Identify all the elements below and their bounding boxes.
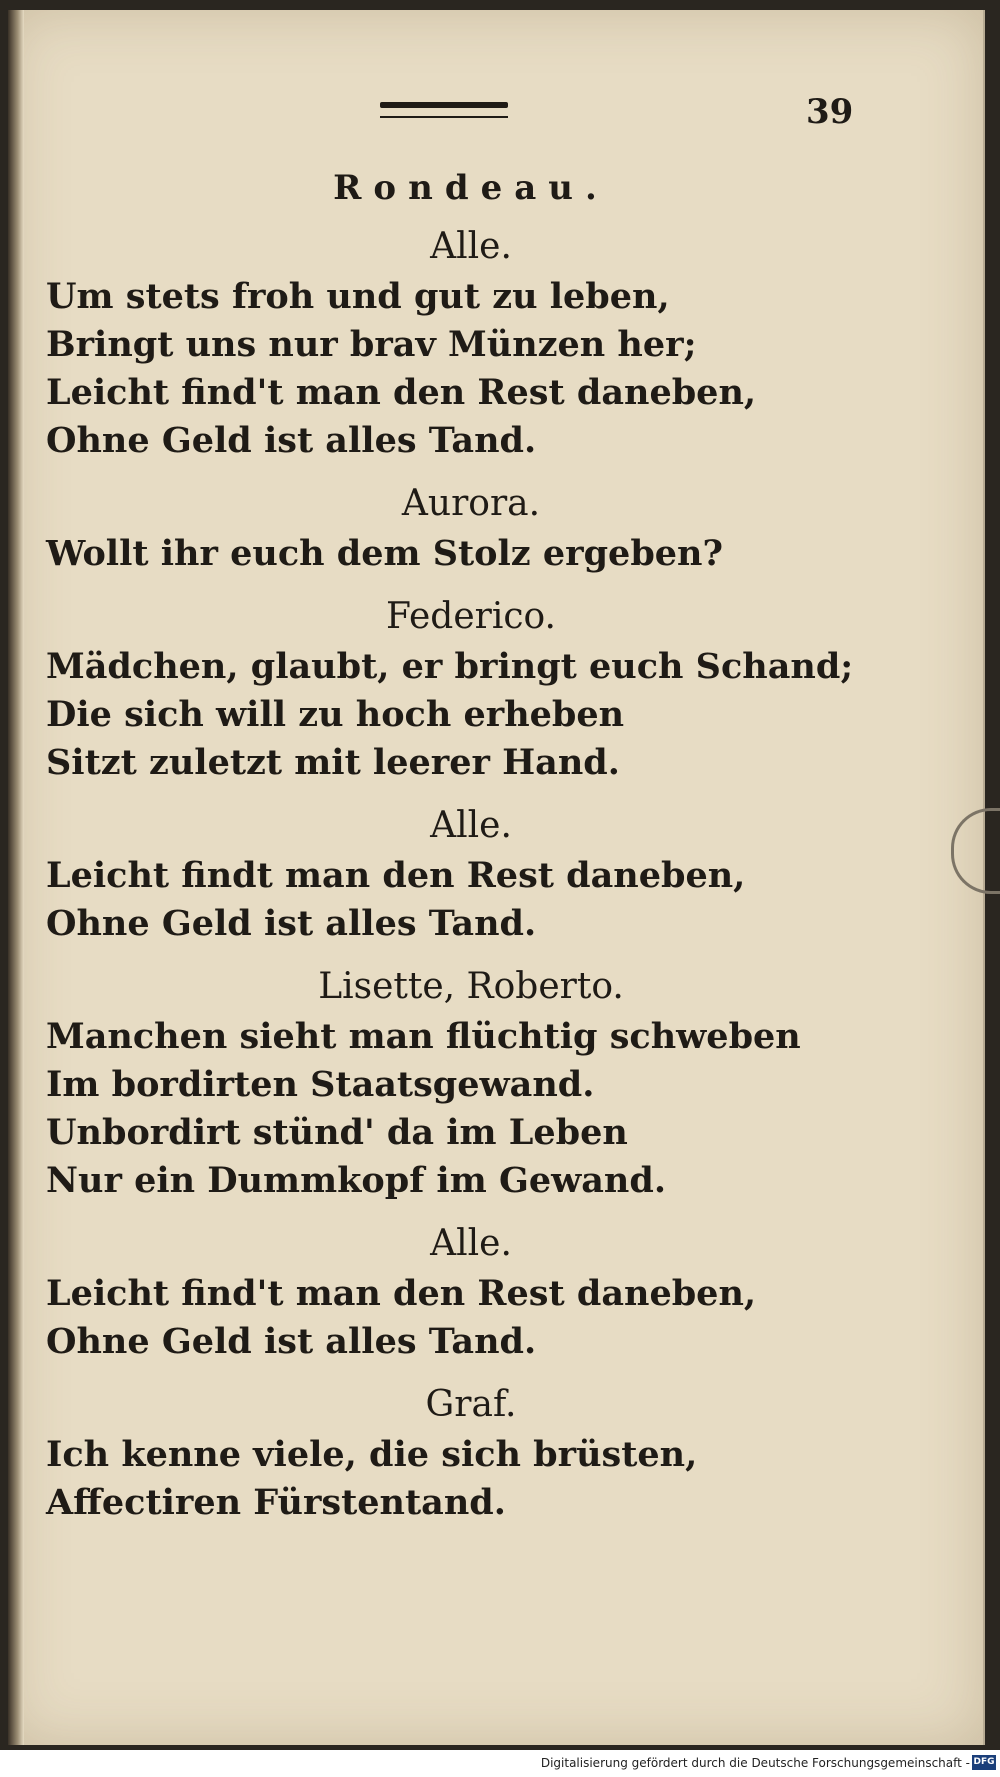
book-page (8, 10, 985, 1745)
verse-line: Mädchen, glaubt, er bringt euch Schand; (46, 646, 854, 687)
verse-line: Die sich will zu hoch erheben (46, 694, 625, 735)
speaker-name: Federico. (385, 596, 557, 637)
verse-sections (46, 226, 896, 1527)
verse-line: Leicht find't man den Rest daneben, (46, 1273, 757, 1314)
paper-clip (951, 808, 1000, 894)
speaker-name: Lisette, Roberto. (318, 966, 624, 1007)
page-title: Rondeau. (333, 168, 609, 208)
verse-line: Um stets froh und gut zu leben, (46, 276, 670, 317)
header-rule-thin (380, 116, 508, 118)
verse-line: Wollt ihr euch dem Stolz ergeben? (46, 533, 724, 574)
verse-line: Unbordirt stünd' da im Leben (46, 1112, 628, 1153)
speaker-name: Aurora. (401, 483, 541, 524)
verse-line: Nur ein Dummkopf im Gewand. (46, 1160, 667, 1201)
verse-line: Sitzt zuletzt mit leerer Hand. (46, 742, 620, 783)
dfg-logo: DFG (972, 1755, 996, 1770)
page-gutter (8, 10, 24, 1745)
footer-credit: Digitalisierung gefördert durch die Deutsche Forschungsgemeinschaft - (540, 1756, 970, 1770)
verse-line: Ich kenne viele, die sich brüsten, (46, 1434, 698, 1475)
speaker-name: Graf. (425, 1384, 517, 1425)
verse-line: Bringt uns nur brav Münzen her; (46, 324, 697, 365)
verse-line: Leicht findt man den Rest daneben, (46, 855, 746, 896)
header-rule (380, 102, 508, 108)
page-content (46, 160, 896, 1527)
verse-line: Ohne Geld ist alles Tand. (46, 903, 537, 944)
page-number: 39 (806, 92, 854, 132)
verse-line: Leicht find't man den Rest daneben, (46, 372, 757, 413)
verse-line: Ohne Geld ist alles Tand. (46, 420, 537, 461)
footer-bar (0, 1750, 1000, 1777)
verse-line: Im bordirten Staatsgewand. (46, 1064, 595, 1105)
verse-line: Affectiren Fürstentand. (46, 1482, 506, 1523)
speaker-name: Alle. (430, 1223, 512, 1264)
verse-line: Manchen sieht man flüchtig schweben (46, 1016, 801, 1057)
speaker-name: Alle. (430, 805, 512, 846)
speaker-name: Alle. (430, 226, 512, 267)
verse-line: Ohne Geld ist alles Tand. (46, 1321, 537, 1362)
